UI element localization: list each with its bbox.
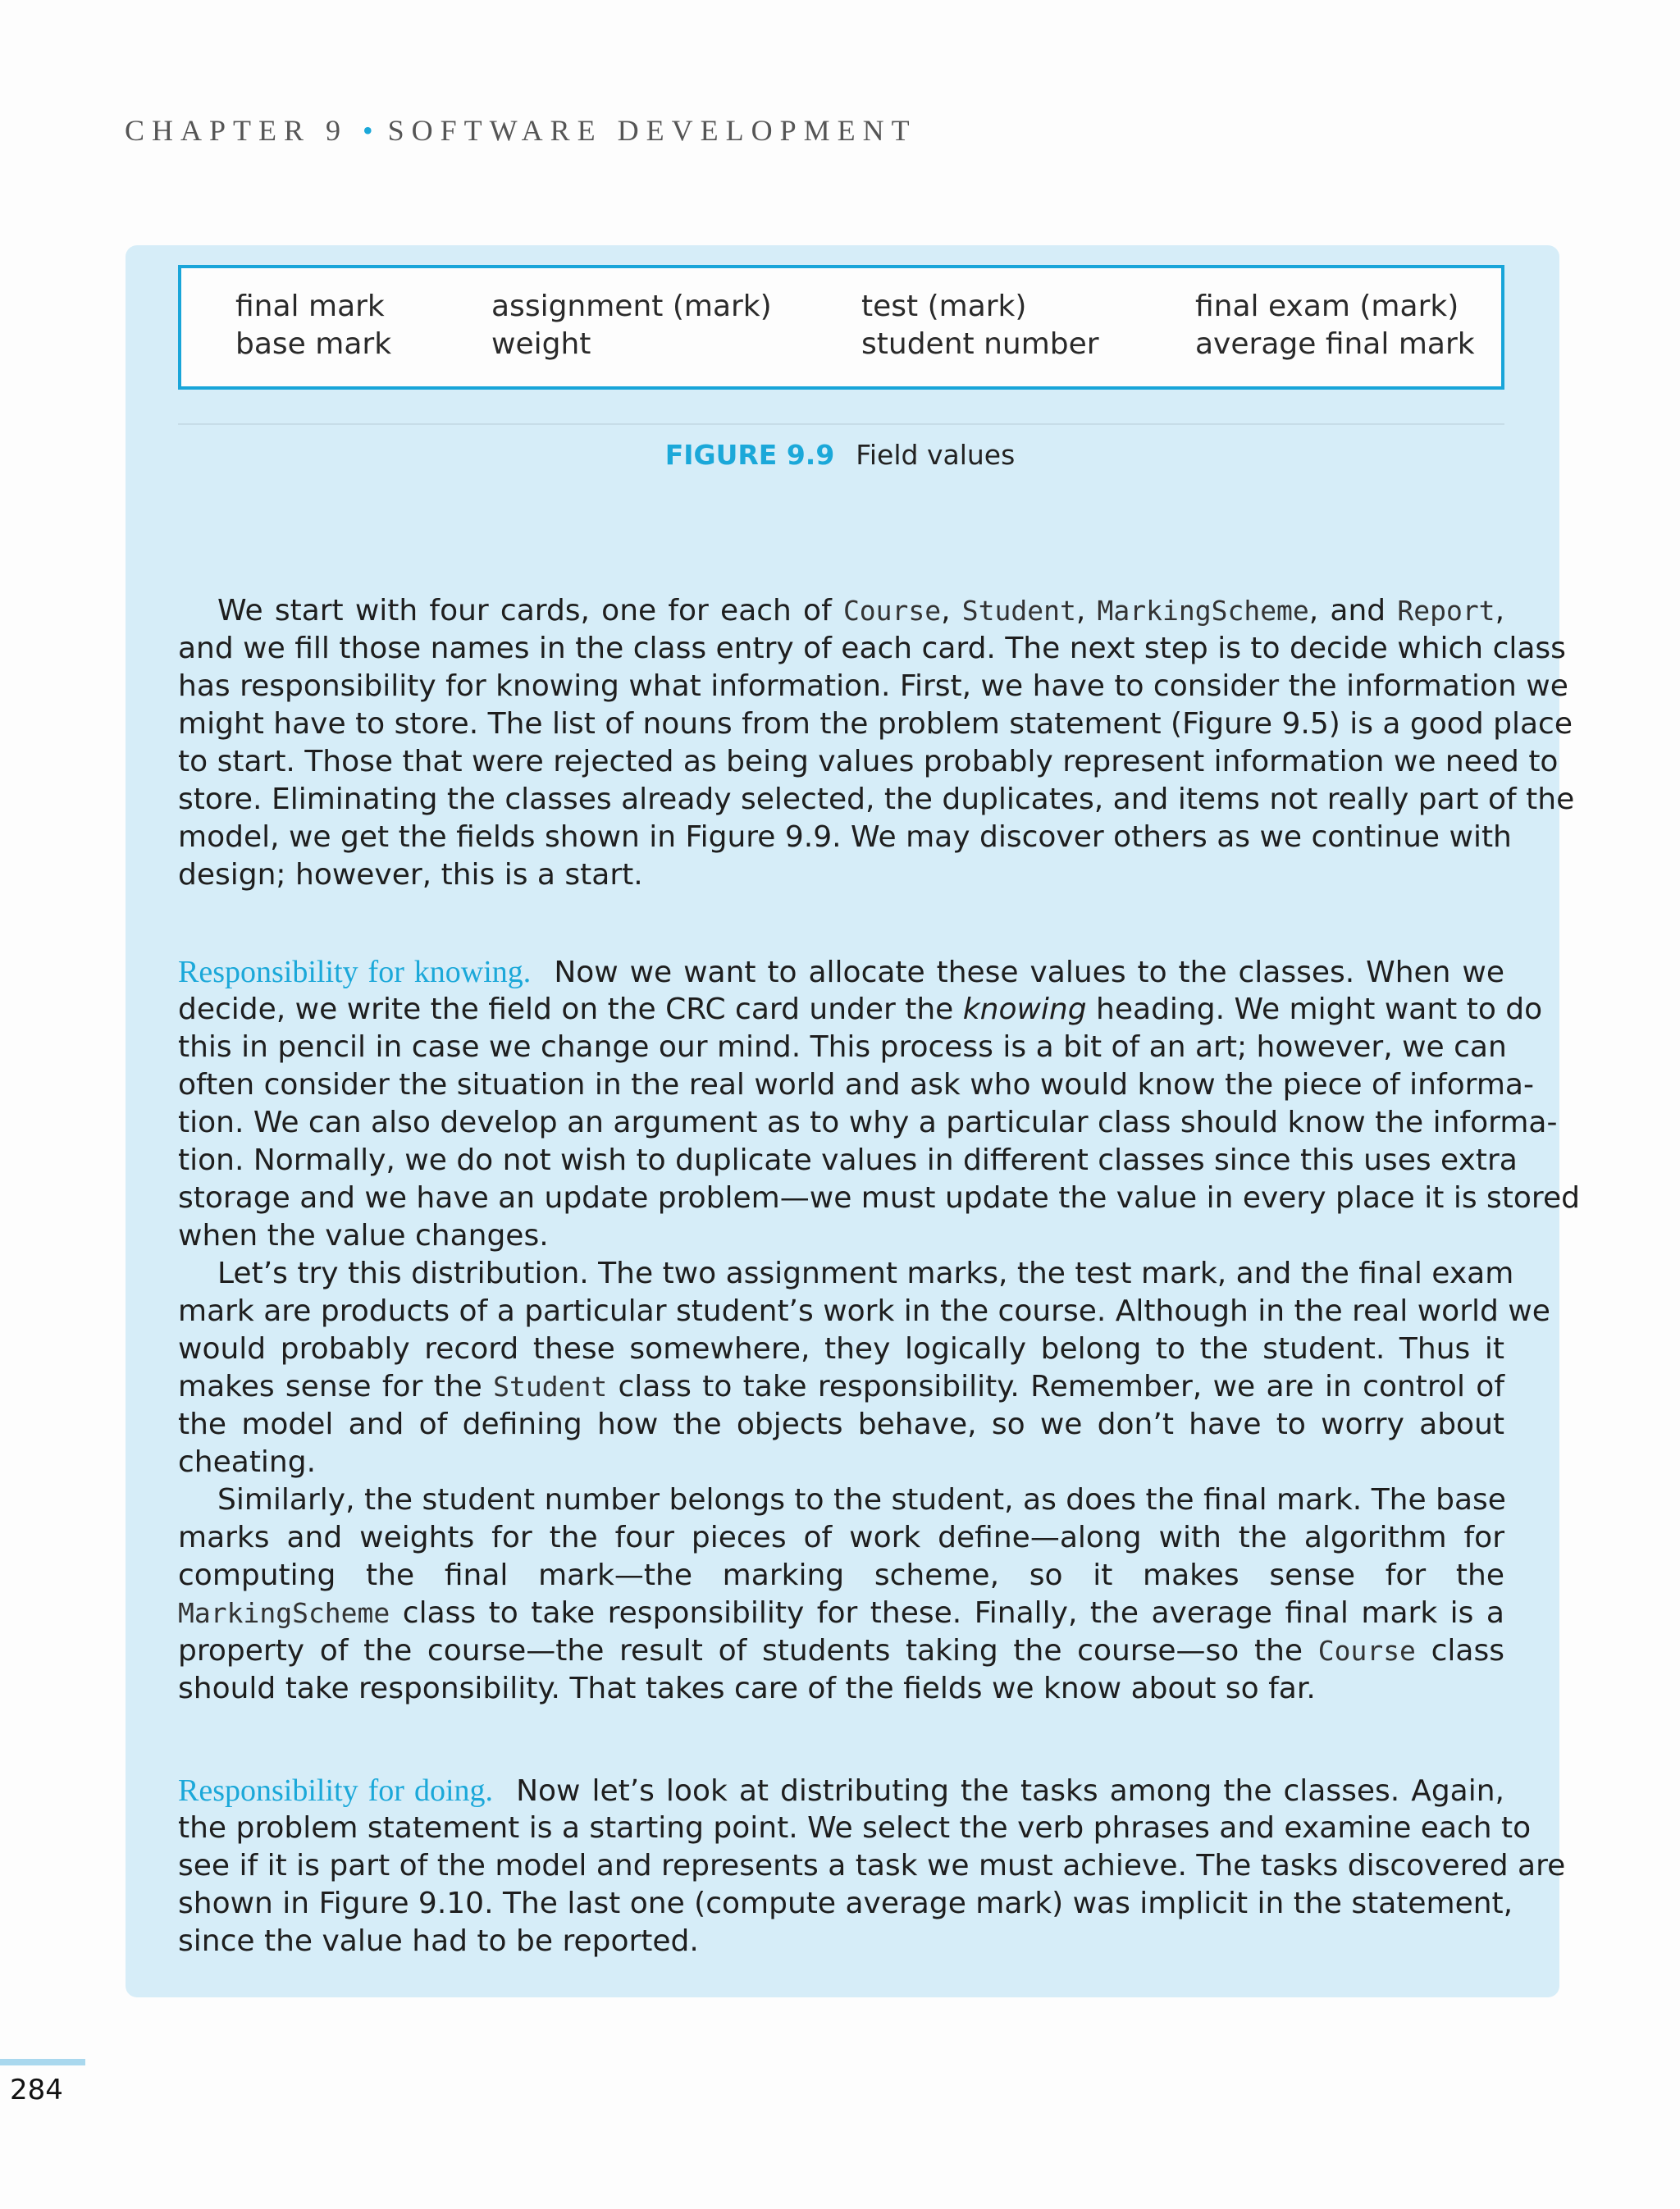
- text-line: Responsibility for doing. Now let’s look at distributing the tasks among the classes. Again,: [178, 1773, 1504, 1808]
- text-line: tion. Normally, we do not wish to duplicate values in different classes since this uses extra: [178, 1143, 1518, 1177]
- section-heading: Responsibility for knowing.: [178, 955, 532, 989]
- text-line: marks and weights for the four pieces of work define—along with the algorithm for: [178, 1521, 1504, 1554]
- text-line: store. Eliminating the classes already selected, the duplicates, and items not really part of the: [178, 783, 1575, 816]
- text-line: often consider the situation in the real world and ask who would know the piece of informa-: [178, 1068, 1534, 1102]
- text-line: the model and of defining how the objects behave, so we don’t have to worry about: [178, 1408, 1504, 1441]
- section-heading: Responsibility for doing.: [178, 1773, 494, 1808]
- text-line: the problem statement is a starting point. We select the verb phrases and examine each to: [178, 1811, 1532, 1845]
- text-line: see if it is part of the model and represents a task we must achieve. The tasks discovered are: [178, 1849, 1566, 1883]
- text-line: Similarly, the student number belongs to the student, as does the final mark. The base: [217, 1483, 1506, 1517]
- field-cell: weight: [491, 327, 591, 361]
- chapter-label: CHAPTER 9: [125, 114, 349, 147]
- paragraph-intro: [178, 592, 1575, 894]
- field-cell: student number: [861, 327, 1099, 361]
- page-number: 284: [10, 2074, 63, 2106]
- field-cell: test (mark): [861, 290, 1027, 323]
- field-cell: final mark: [235, 290, 385, 323]
- paragraph-similarly: [178, 1481, 1504, 1708]
- text-line: tion. We can also develop an argument as to why a particular class should know the informa-: [178, 1106, 1558, 1139]
- class-name-code: Course: [842, 595, 942, 627]
- class-name-code: MarkingScheme: [1097, 595, 1309, 627]
- figure-label: FIGURE 9.9: [664, 439, 835, 471]
- field-row: [181, 290, 1501, 327]
- text-line: and we fill those names in the class entry of each card. The next step is to decide which class: [178, 632, 1566, 665]
- text-line: cheating.: [178, 1445, 317, 1479]
- text-line: to start. Those that were rejected as being values probably represent information we need to: [178, 745, 1559, 778]
- text-line: would probably record these somewhere, they logically belong to the student. Thus it: [178, 1332, 1504, 1366]
- class-name-code: Course: [1317, 1635, 1416, 1667]
- bullet-icon: •: [363, 114, 373, 147]
- figure-divider: [178, 423, 1504, 425]
- text-line: since the value had to be reported.: [178, 1924, 699, 1958]
- figure-caption: [0, 439, 1680, 471]
- field-cell: final exam (mark): [1195, 290, 1459, 323]
- text-line: shown in Figure 9.10. The last one (compute average mark) was implicit in the statement,: [178, 1887, 1513, 1920]
- field-values-figure: [178, 265, 1504, 390]
- paragraph-distribution: [178, 1255, 1550, 1481]
- text-line: makes sense for the Student class to take responsibility. Remember, we are in control of: [178, 1370, 1504, 1403]
- class-name-code: MarkingScheme: [178, 1597, 390, 1629]
- class-name-code: Student: [493, 1371, 608, 1403]
- chapter-title: SOFTWARE DEVELOPMENT: [387, 114, 917, 147]
- text-line: has responsibility for knowing what information. First, we have to consider the information we: [178, 669, 1568, 703]
- text-line: when the value changes.: [178, 1219, 549, 1253]
- class-name-code: Student: [961, 595, 1076, 627]
- text-line: should take responsibility. That takes care of the fields we know about so far.: [178, 1672, 1316, 1705]
- field-cell: average final mark: [1195, 327, 1475, 361]
- figure-title: Field values: [856, 439, 1016, 471]
- section-doing: [178, 1772, 1566, 1960]
- text-line: this in pencil in case we change our mind. This process is a bit of an art; however, we can: [178, 1030, 1507, 1064]
- text-line: decide, we write the field on the CRC card under the knowing heading. We might want to do: [178, 993, 1543, 1026]
- running-head: [125, 113, 917, 148]
- text-line: design; however, this is a start.: [178, 858, 643, 892]
- text-line: MarkingScheme class to take responsibility for these. Finally, the average final mark is a: [178, 1596, 1504, 1630]
- field-cell: assignment (mark): [491, 290, 772, 323]
- text-line: computing the final mark—the marking scheme, so it makes sense for the: [178, 1559, 1504, 1592]
- field-row: [181, 327, 1501, 365]
- text-line: storage and we have an update problem—we must update the value in every place it is stored: [178, 1181, 1580, 1215]
- text-line: Responsibility for knowing. Now we want to allocate these values to the classes. When we: [178, 955, 1504, 989]
- text-line: property of the course—the result of students taking the course—so the Course class: [178, 1634, 1504, 1668]
- emphasis: knowing: [962, 993, 1087, 1026]
- text-line: might have to store. The list of nouns from the problem statement (Figure 9.5) is a good place: [178, 707, 1573, 741]
- page-tab: [0, 2059, 85, 2065]
- text-line: Let’s try this distribution. The two assignment marks, the test mark, and the final exam: [217, 1257, 1514, 1290]
- text-line: model, we get the fields shown in Figure 9.9. We may discover others as we continue with: [178, 820, 1512, 854]
- section-knowing: [178, 953, 1580, 1255]
- text-line: We start with four cards, one for each of Course, Student, MarkingScheme, and Report,: [217, 594, 1505, 628]
- field-cell: base mark: [235, 327, 392, 361]
- class-name-code: Report: [1397, 595, 1495, 627]
- text-line: mark are products of a particular student’s work in the course. Although in the real world we: [178, 1294, 1550, 1328]
